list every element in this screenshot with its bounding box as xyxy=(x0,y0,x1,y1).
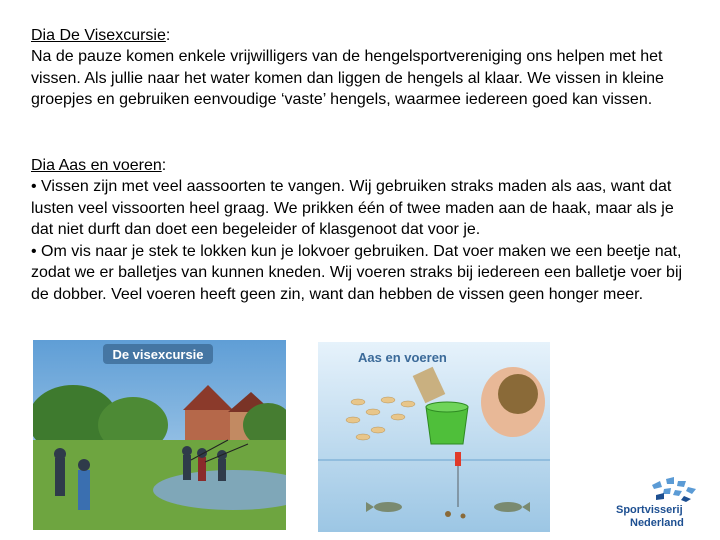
sportvisserij-logo xyxy=(612,475,708,535)
bullet-lokvoer: • Om vis naar je stek te lokken kun je lokvoer gebruiken. Dat voer maken we een beetje nat, zodat we er balletjes van kunnen kneden. Wij voeren straks bij iedereen een balletje voer bij de dobber. Veel voeren heeft geen zin, want dan hebben de vissen geen honger meer. xyxy=(31,242,683,303)
bullet-maden: • Vissen zijn met veel aassoorten te vangen. Wij gebruiken straks maden als aas, want dat lusten veel vissoorten heel graag. We prikken één of twee maden aan de haak, maar als je dat niet durft dan doet een begeleider of klasgenoot dat voor je. xyxy=(31,178,674,238)
heading-label: Dia De Visexcursie xyxy=(31,27,166,44)
photo1-title: De visexcursie xyxy=(112,347,204,362)
heading-colon: : xyxy=(165,27,171,44)
heading-visexcursie xyxy=(31,25,691,46)
photo-visexcursie xyxy=(33,340,286,530)
photo-visexcursie-art xyxy=(33,340,286,530)
heading-label: Dia Aas en voeren xyxy=(31,157,162,174)
slide-description-visexcursie xyxy=(31,25,691,111)
paragraph-visexcursie: Na de pauze komen enkele vrijwilligers van de hengelsportvereniging ons helpen met het vissen. Als jullie naar het water komen dan liggen de hengels al klaar. We vissen in kleine groepjes en gebruiken eenvoudige ‘vaste’ hengels, waarmee iedereen goed kan vissen. xyxy=(31,48,664,108)
illustration-aas-art xyxy=(318,342,550,532)
logo-line1: Sportvisserij xyxy=(616,504,683,516)
illustration-aas-en-voeren xyxy=(318,342,550,532)
heading-colon: : xyxy=(161,157,167,174)
slide-description-aas xyxy=(31,155,691,305)
logo-art xyxy=(612,475,708,535)
logo-line2: Nederland xyxy=(630,517,684,529)
photo2-title: Aas en voeren xyxy=(358,350,447,365)
heading-aas-en-voeren xyxy=(31,155,691,176)
